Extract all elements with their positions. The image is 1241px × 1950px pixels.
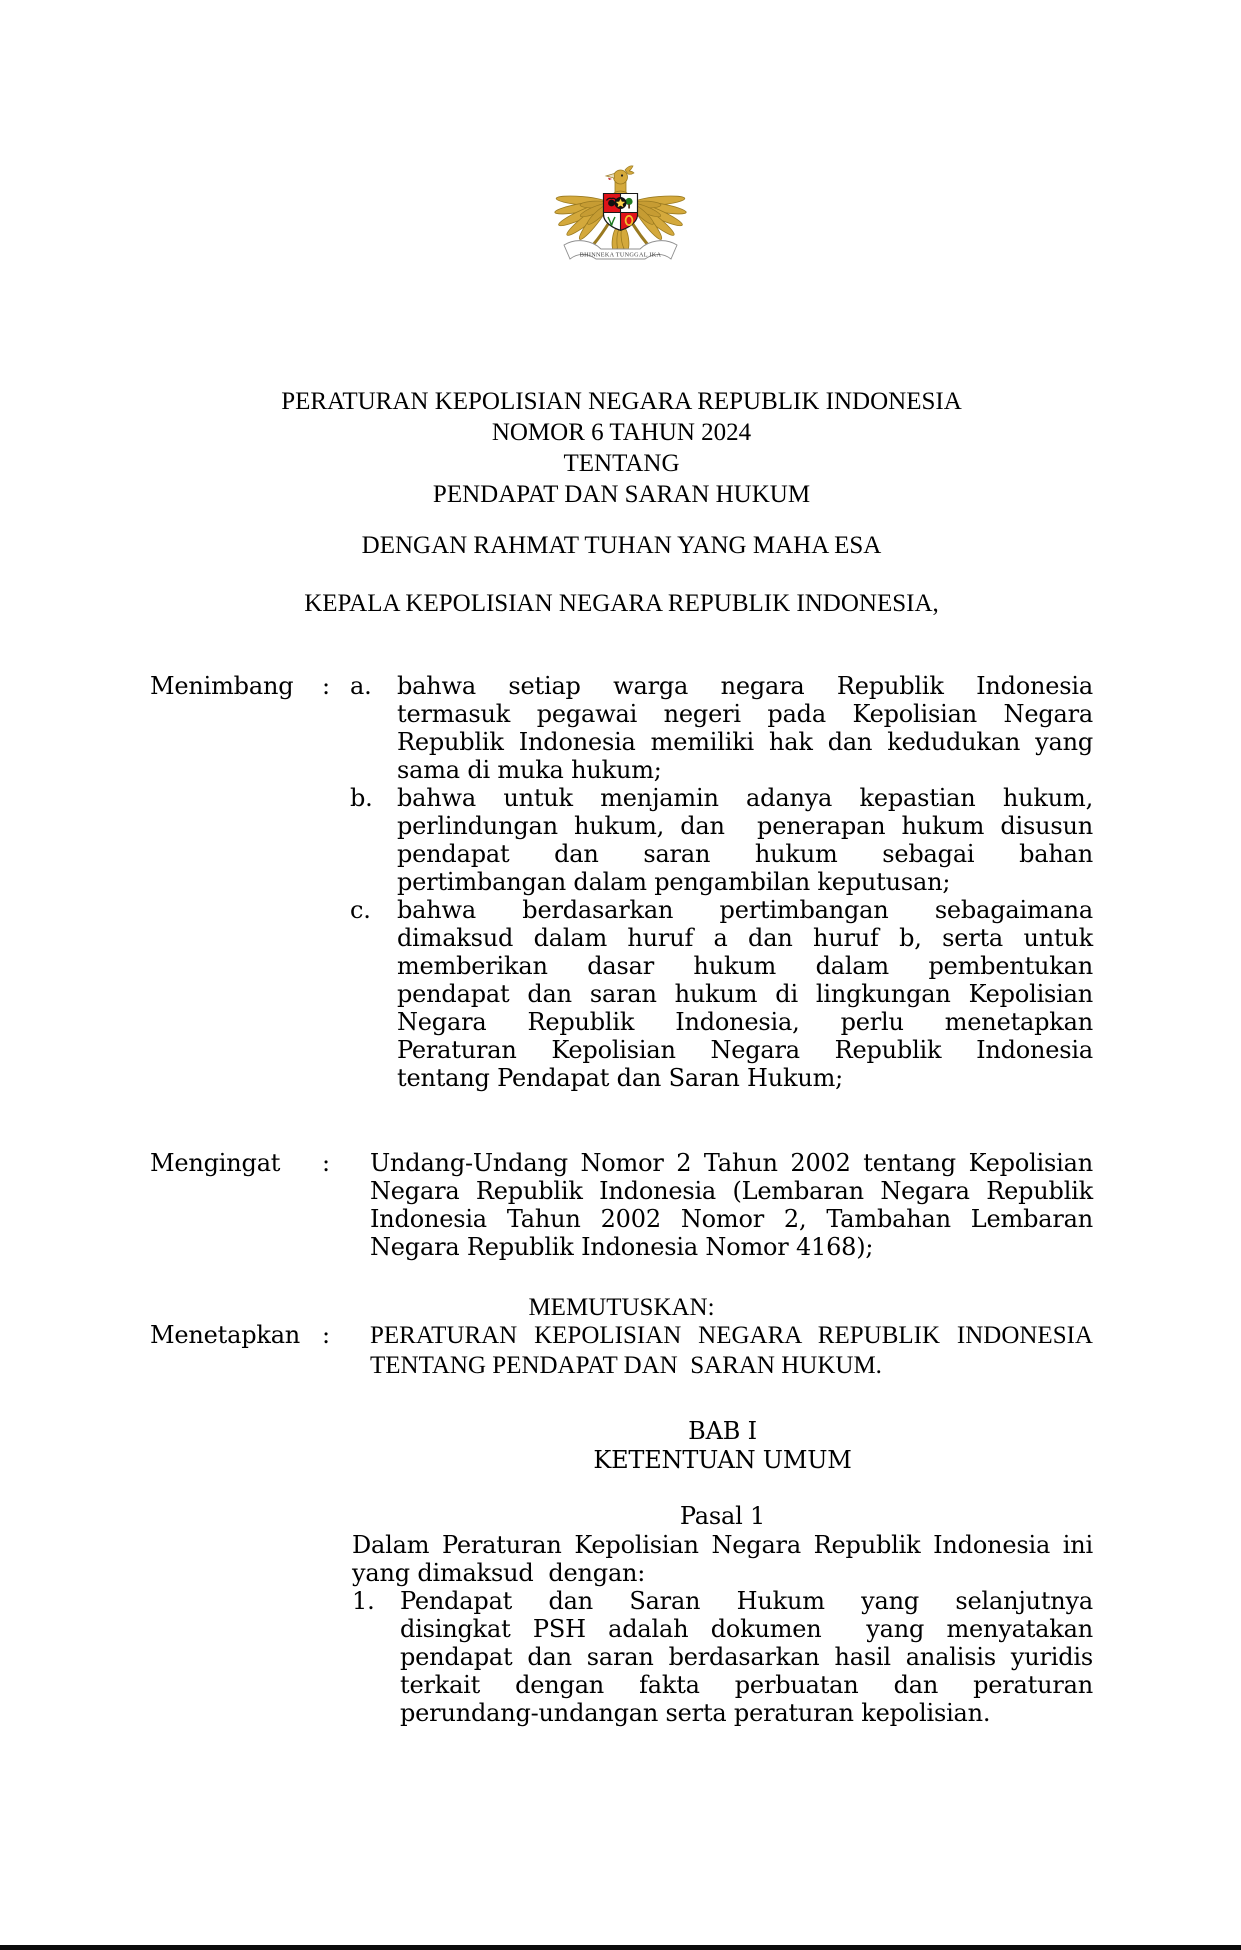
text-line: sama di muka hukum;	[397, 756, 662, 784]
text-line: perlindungan hukum, dan penerapan hukum disusun	[397, 812, 1093, 840]
text-line: dimaksud dalam huruf a dan huruf b, serta untuk	[397, 924, 1093, 952]
invocation-line: DENGAN RAHMAT TUHAN YANG MAHA ESA	[361, 532, 882, 559]
mengingat-body	[370, 1149, 1093, 1261]
pasal-item-1	[400, 1587, 1093, 1727]
bab-title: KETENTUAN UMUM	[593, 1446, 852, 1474]
text-line: pendapat dan saran berdasarkan hasil analisis yuridis	[400, 1643, 1093, 1671]
garuda-emblem-icon	[550, 155, 691, 269]
mengingat-section	[150, 1149, 1093, 1261]
menimbang-item-c	[397, 896, 1093, 1092]
text-line: Dalam Peraturan Kepolisian Negara Republik Indonesia ini	[352, 1531, 1093, 1559]
menetapkan-colon: :	[322, 1321, 330, 1349]
list-marker-c: c.	[350, 896, 371, 924]
text-line: Pendapat dan Saran Hukum yang selanjutnya	[400, 1587, 1093, 1615]
pasal-list	[352, 1587, 1093, 1727]
menetapkan-body	[370, 1321, 1093, 1380]
mengingat-label: Mengingat	[150, 1149, 281, 1177]
pasal-intro	[352, 1531, 1093, 1587]
text-line: termasuk pegawai negeri pada Kepolisian Negara	[397, 700, 1093, 728]
menimbang-section	[150, 672, 1093, 1092]
garuda-pancasila-emblem	[550, 155, 691, 269]
text-line: pendapat dan saran hukum sebagai bahan	[397, 840, 1093, 868]
text-line: Indonesia Tahun 2002 Nomor 2, Tambahan Lembaran	[370, 1205, 1093, 1233]
menimbang-colon: :	[322, 672, 330, 700]
text-line: memberikan dasar hukum dalam pembentukan	[397, 952, 1093, 980]
menetapkan-label: Menetapkan	[150, 1321, 301, 1349]
regulation-number: NOMOR 6 TAHUN 2024	[491, 419, 752, 446]
text-line: terkait dengan fakta perbuatan dan peraturan	[400, 1671, 1093, 1699]
text-line: PERATURAN KEPOLISIAN NEGARA REPUBLIK INDONESIA	[370, 1322, 1093, 1349]
text-line: bahwa berdasarkan pertimbangan sebagaimana	[397, 896, 1093, 924]
regulation-title: PERATURAN KEPOLISIAN NEGARA REPUBLIK INDONESIA	[281, 388, 962, 415]
scan-edge-artifact	[0, 1945, 1241, 1950]
text-line: Negara Republik Indonesia (Lembaran Negara Republik	[370, 1177, 1093, 1205]
text-line: tentang Pendapat dan Saran Hukum;	[397, 1064, 844, 1092]
text-line: Republik Indonesia memiliki hak dan kedudukan yang	[397, 728, 1093, 756]
text-line: Peraturan Kepolisian Negara Republik Indonesia	[397, 1036, 1093, 1064]
text-line: bahwa untuk menjamin adanya kepastian hukum,	[397, 784, 1093, 812]
mengingat-colon: :	[322, 1149, 330, 1177]
official-line: KEPALA KEPOLISIAN NEGARA REPUBLIK INDONESIA,	[304, 590, 939, 617]
text-line: pendapat dan saran hukum di lingkungan Kepolisian	[397, 980, 1093, 1008]
menimbang-item-a	[397, 672, 1093, 784]
menimbang-label: Menimbang	[150, 672, 294, 700]
menimbang-item-b	[397, 784, 1093, 896]
memutuskan-heading: MEMUTUSKAN:	[528, 1294, 715, 1321]
text-line: TENTANG PENDAPAT DAN SARAN HUKUM.	[370, 1351, 882, 1379]
emblem-banner-text: BHINNEKA TUNGGAL IKA	[579, 251, 662, 259]
menetapkan-section	[150, 1321, 1093, 1380]
text-line: Negara Republik Indonesia, perlu menetapkan	[397, 1008, 1093, 1036]
list-marker-1: 1.	[352, 1587, 375, 1615]
text-line: pertimbangan dalam pengambilan keputusan;	[397, 868, 951, 896]
title-block	[150, 386, 1093, 510]
bab-heading	[352, 1417, 1093, 1475]
list-marker-a: a.	[350, 672, 372, 700]
bab-number: BAB I	[688, 1417, 757, 1445]
text-line: Negara Republik Indonesia Nomor 4168);	[370, 1233, 874, 1261]
pasal-heading: Pasal 1	[679, 1502, 766, 1530]
text-line: bahwa setiap warga negara Republik Indonesia	[397, 672, 1093, 700]
regulation-subject: PENDAPAT DAN SARAN HUKUM	[432, 481, 811, 508]
text-line: yang dimaksud dengan:	[352, 1559, 646, 1587]
text-line: disingkat PSH adalah dokumen yang menyatakan	[400, 1615, 1093, 1643]
text-line: Undang-Undang Nomor 2 Tahun 2002 tentang Kepolisian	[370, 1149, 1093, 1177]
tentang-label: TENTANG	[563, 450, 680, 477]
text-line: perundang-undangan serta peraturan kepolisian.	[400, 1699, 991, 1727]
list-marker-b: b.	[350, 784, 373, 812]
